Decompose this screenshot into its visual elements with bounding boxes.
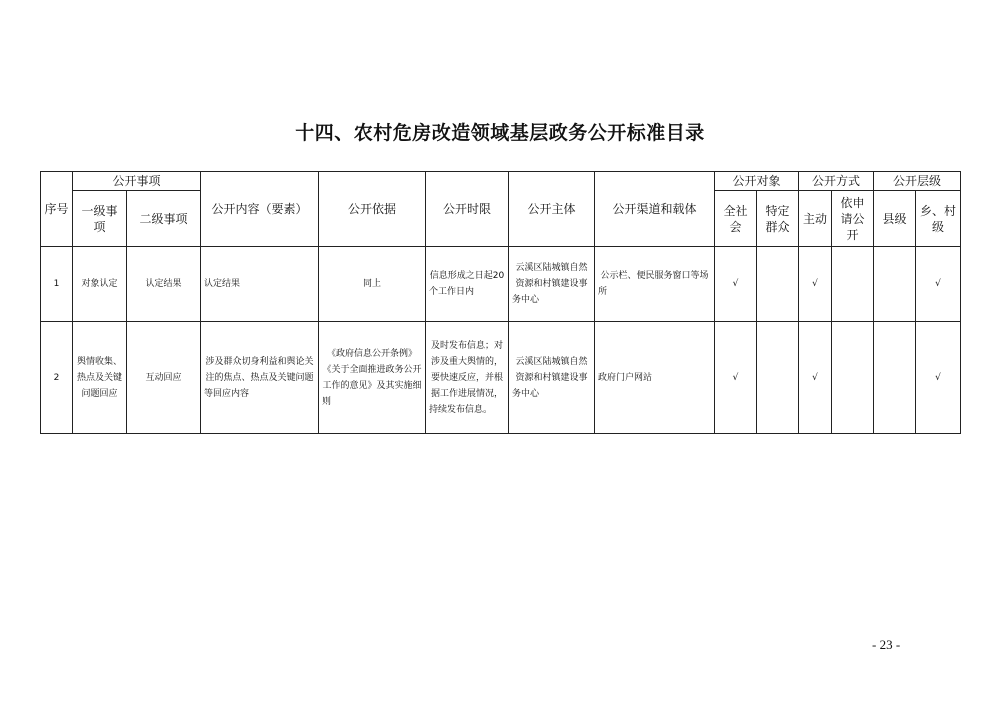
cell-subject: 云溪区陆城镇自然资源和村镇建设事务中心 — [509, 322, 595, 434]
page-number: - 23 - — [872, 637, 901, 652]
cell-specific-groups — [757, 322, 799, 434]
cell-on-request — [832, 322, 874, 434]
header-all-society: 全社会 — [715, 191, 757, 247]
table-row — [41, 247, 961, 322]
document-title: 十四、农村危房改造领域基层政务公开标准目录 — [295, 122, 705, 144]
header-county: 县级 — [874, 191, 916, 247]
cell-township-village: √ — [916, 322, 961, 434]
cell-on-request — [832, 247, 874, 322]
cell-level2: 互动回应 — [127, 322, 201, 434]
cell-basis: 《政府信息公开条例》《关于全面推进政务公开工作的意见》及其实施细则 — [319, 322, 426, 434]
cell-content: 认定结果 — [201, 247, 319, 322]
header-subject: 公开主体 — [509, 172, 595, 247]
cell-level1: 对象认定 — [73, 247, 127, 322]
header-on-request: 依申请公开 — [832, 191, 874, 247]
header-level2: 二级事项 — [127, 191, 201, 247]
cell-seq: 1 — [41, 247, 73, 322]
header-content: 公开内容（要素） — [201, 172, 319, 247]
header-specific-groups: 特定群众 — [757, 191, 799, 247]
cell-active: √ — [799, 247, 832, 322]
cell-channel: 政府门户网站 — [595, 322, 715, 434]
header-township-village: 乡、村级 — [916, 191, 961, 247]
header-level-group: 公开层级 — [874, 172, 961, 191]
table-row — [41, 322, 961, 434]
cell-seq: 2 — [41, 322, 73, 434]
header-active: 主动 — [799, 191, 832, 247]
header-level1: 一级事项 — [73, 191, 127, 247]
cell-level1: 舆情收集、热点及关键问题回应 — [73, 322, 127, 434]
cell-subject: 云溪区陆城镇自然资源和村镇建设事务中心 — [509, 247, 595, 322]
cell-content: 涉及群众切身利益和舆论关注的焦点、热点及关键问题等回应内容 — [201, 322, 319, 434]
cell-all-society: √ — [715, 247, 757, 322]
disclosure-catalog-table — [40, 171, 961, 434]
header-row-1 — [41, 172, 961, 191]
header-seq: 序号 — [41, 172, 73, 247]
header-channel: 公开渠道和载体 — [595, 172, 715, 247]
header-items-group: 公开事项 — [73, 172, 201, 191]
cell-township-village: √ — [916, 247, 961, 322]
cell-channel: 公示栏、便民服务窗口等场所 — [595, 247, 715, 322]
header-time-limit: 公开时限 — [426, 172, 509, 247]
header-basis: 公开依据 — [319, 172, 426, 247]
cell-county — [874, 322, 916, 434]
header-mode-group: 公开方式 — [799, 172, 874, 191]
cell-active: √ — [799, 322, 832, 434]
cell-basis: 同上 — [319, 247, 426, 322]
cell-level2: 认定结果 — [127, 247, 201, 322]
cell-time-limit: 及时发布信息；对涉及重大舆情的，要快速反应，并根据工作进展情况，持续发布信息。 — [426, 322, 509, 434]
cell-county — [874, 247, 916, 322]
header-audience-group: 公开对象 — [715, 172, 799, 191]
cell-time-limit: 信息形成之日起20个工作日内 — [426, 247, 509, 322]
cell-all-society: √ — [715, 322, 757, 434]
cell-specific-groups — [757, 247, 799, 322]
